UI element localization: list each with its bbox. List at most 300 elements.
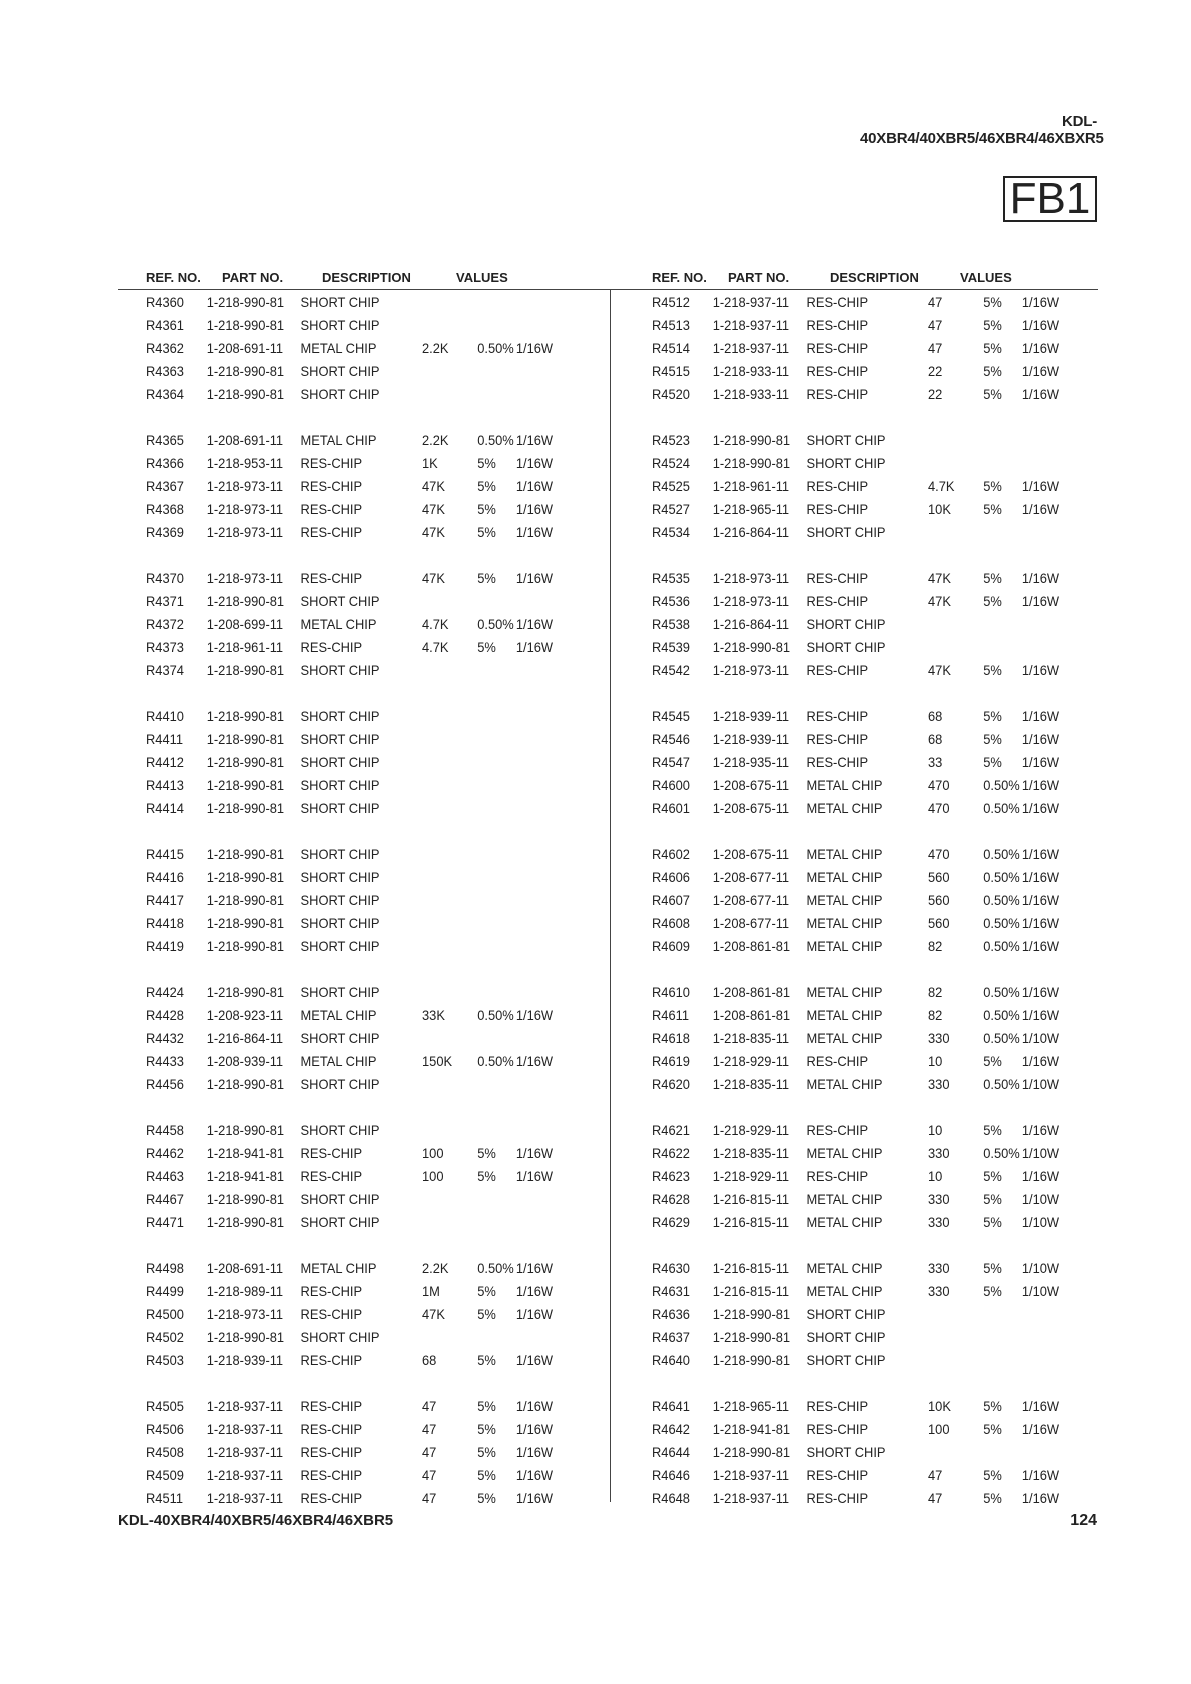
part-no-cell: 1-218-937-11 xyxy=(712,340,790,356)
ref-no-cell: R4642 xyxy=(652,1421,690,1437)
parts-row xyxy=(652,1166,1094,1189)
rating-cell: 1/16W xyxy=(1021,869,1060,885)
value-cell: 47 xyxy=(422,1444,437,1460)
description-cell: RES-CHIP xyxy=(300,639,363,655)
part-no-cell: 1-218-990-81 xyxy=(206,662,285,678)
rating-cell: 1/16W xyxy=(515,1444,554,1460)
description-cell: SHORT CHIP xyxy=(300,317,380,333)
rating-cell: 1/16W xyxy=(1021,708,1060,724)
description-cell: RES-CHIP xyxy=(300,1398,363,1414)
parts-row xyxy=(146,1488,588,1511)
parts-row xyxy=(146,1304,588,1327)
ref-no-cell: R4424 xyxy=(146,984,184,1000)
ref-no-cell: R4369 xyxy=(146,524,184,540)
tolerance-cell: 0.50% xyxy=(983,938,1020,954)
tolerance-cell: 5% xyxy=(983,593,1002,609)
ref-no-cell: R4368 xyxy=(146,501,184,517)
tolerance-cell: 0.50% xyxy=(477,1007,514,1023)
ref-no-cell: R4520 xyxy=(652,386,690,402)
description-cell: RES-CHIP xyxy=(300,524,363,540)
parts-row xyxy=(652,499,1094,522)
rating-cell: 1/16W xyxy=(515,1260,554,1276)
tolerance-cell: 5% xyxy=(983,731,1002,747)
part-no-cell: 1-218-990-81 xyxy=(712,1444,791,1460)
parts-row xyxy=(146,660,588,683)
value-cell: 330 xyxy=(928,1214,950,1230)
ref-no-cell: R4600 xyxy=(652,777,690,793)
parts-row xyxy=(652,1350,1094,1373)
part-no-cell: 1-208-677-11 xyxy=(712,892,790,908)
ref-no-cell: R4628 xyxy=(652,1191,690,1207)
value-cell: 4.7K xyxy=(422,616,449,632)
ref-no-cell: R4546 xyxy=(652,731,690,747)
ref-no-cell: R4610 xyxy=(652,984,690,1000)
tolerance-cell: 5% xyxy=(983,340,1002,356)
description-cell: METAL CHIP xyxy=(806,938,883,954)
part-no-cell: 1-218-929-11 xyxy=(712,1122,790,1138)
ref-no-cell: R4373 xyxy=(146,639,184,655)
parts-row xyxy=(146,982,588,1005)
tolerance-cell: 5% xyxy=(983,754,1002,770)
parts-row xyxy=(146,591,588,614)
ref-no-cell: R4606 xyxy=(652,869,690,885)
part-no-cell: 1-218-939-11 xyxy=(206,1352,284,1368)
description-cell: SHORT CHIP xyxy=(300,1191,380,1207)
part-no-cell: 1-218-939-11 xyxy=(712,731,790,747)
part-no-cell: 1-218-933-11 xyxy=(712,386,790,402)
group-spacer xyxy=(146,683,626,706)
part-no-cell: 1-208-861-81 xyxy=(712,984,791,1000)
tolerance-cell: 0.50% xyxy=(477,340,514,356)
parts-row xyxy=(146,867,588,890)
parts-row xyxy=(146,522,588,545)
parts-row xyxy=(146,476,588,499)
ref-no-cell: R4622 xyxy=(652,1145,690,1161)
parts-row xyxy=(146,913,588,936)
tolerance-cell: 5% xyxy=(477,1352,496,1368)
group-spacer xyxy=(652,683,1132,706)
rating-cell: 1/16W xyxy=(515,1283,554,1299)
rating-cell: 1/16W xyxy=(1021,478,1060,494)
part-no-cell: 1-218-990-81 xyxy=(206,1122,285,1138)
ref-no-cell: R4410 xyxy=(146,708,184,724)
part-no-cell: 1-218-937-11 xyxy=(712,1467,790,1483)
parts-row xyxy=(652,591,1094,614)
ref-no-cell: R4462 xyxy=(146,1145,184,1161)
rating-cell: 1/16W xyxy=(515,1145,554,1161)
part-no-cell: 1-216-864-11 xyxy=(712,524,790,540)
description-cell: RES-CHIP xyxy=(806,708,869,724)
rating-cell: 1/16W xyxy=(1021,662,1060,678)
tolerance-cell: 5% xyxy=(983,478,1002,494)
description-cell: RES-CHIP xyxy=(300,1421,363,1437)
ref-no-cell: R4458 xyxy=(146,1122,184,1138)
parts-row xyxy=(146,292,588,315)
part-no-cell: 1-218-990-81 xyxy=(206,731,285,747)
part-no-cell: 1-218-973-11 xyxy=(206,478,284,494)
part-no-cell: 1-218-929-11 xyxy=(712,1053,790,1069)
value-cell: 4.7K xyxy=(928,478,955,494)
ref-no-cell: R4536 xyxy=(652,593,690,609)
description-cell: RES-CHIP xyxy=(806,1490,869,1506)
rating-cell: 1/16W xyxy=(515,524,554,540)
tolerance-cell: 0.50% xyxy=(983,1076,1020,1092)
left-col-desc-heading: DESCRIPTION xyxy=(322,270,411,285)
description-cell: METAL CHIP xyxy=(806,777,883,793)
ref-no-cell: R4498 xyxy=(146,1260,184,1276)
parts-row xyxy=(652,729,1094,752)
description-cell: SHORT CHIP xyxy=(300,708,380,724)
parts-row xyxy=(652,476,1094,499)
part-no-cell: 1-218-941-81 xyxy=(206,1168,285,1184)
right-parts-column xyxy=(652,292,1132,1511)
description-cell: RES-CHIP xyxy=(806,340,869,356)
part-no-cell: 1-218-937-11 xyxy=(206,1398,284,1414)
group-spacer xyxy=(146,821,626,844)
value-cell: 47 xyxy=(928,317,943,333)
rating-cell: 1/16W xyxy=(515,639,554,655)
parts-row xyxy=(652,1304,1094,1327)
parts-row xyxy=(652,453,1094,476)
tolerance-cell: 5% xyxy=(983,1398,1002,1414)
value-cell: 330 xyxy=(928,1030,950,1046)
parts-row xyxy=(652,1143,1094,1166)
description-cell: SHORT CHIP xyxy=(300,1329,380,1345)
part-no-cell: 1-218-937-11 xyxy=(712,317,790,333)
group-spacer xyxy=(146,959,626,982)
ref-no-cell: R4456 xyxy=(146,1076,184,1092)
tolerance-cell: 5% xyxy=(983,1168,1002,1184)
tolerance-cell: 5% xyxy=(983,1260,1002,1276)
parts-row xyxy=(652,1005,1094,1028)
parts-row xyxy=(146,1120,588,1143)
tolerance-cell: 5% xyxy=(983,1122,1002,1138)
value-cell: 4.7K xyxy=(422,639,449,655)
value-cell: 82 xyxy=(928,938,943,954)
value-cell: 47 xyxy=(928,1467,943,1483)
ref-no-cell: R4608 xyxy=(652,915,690,931)
group-spacer xyxy=(146,1373,626,1396)
part-no-cell: 1-218-990-81 xyxy=(206,294,285,310)
part-no-cell: 1-208-699-11 xyxy=(206,616,284,632)
tolerance-cell: 5% xyxy=(983,1283,1002,1299)
value-cell: 10 xyxy=(928,1053,943,1069)
tolerance-cell: 5% xyxy=(983,1053,1002,1069)
parts-row xyxy=(146,729,588,752)
tolerance-cell: 5% xyxy=(477,1467,496,1483)
table-header-rule xyxy=(118,289,1098,290)
group-spacer xyxy=(146,407,626,430)
part-no-cell: 1-218-990-81 xyxy=(206,754,285,770)
description-cell: SHORT CHIP xyxy=(300,1122,380,1138)
parts-row xyxy=(652,1465,1094,1488)
part-no-cell: 1-208-675-11 xyxy=(712,777,790,793)
description-cell: METAL CHIP xyxy=(300,1007,377,1023)
parts-row xyxy=(652,614,1094,637)
ref-no-cell: R4640 xyxy=(652,1352,690,1368)
parts-row xyxy=(146,384,588,407)
description-cell: SHORT CHIP xyxy=(806,455,886,471)
group-spacer xyxy=(652,1097,1132,1120)
part-no-cell: 1-218-990-81 xyxy=(206,892,285,908)
part-no-cell: 1-218-937-11 xyxy=(712,294,790,310)
value-cell: 47 xyxy=(422,1421,437,1437)
rating-cell: 1/16W xyxy=(515,501,554,517)
parts-row xyxy=(146,1005,588,1028)
description-cell: RES-CHIP xyxy=(806,317,869,333)
value-cell: 47 xyxy=(422,1398,437,1414)
value-cell: 47K xyxy=(928,593,951,609)
parts-row xyxy=(146,1327,588,1350)
part-no-cell: 1-218-835-11 xyxy=(712,1030,790,1046)
description-cell: RES-CHIP xyxy=(806,570,869,586)
description-cell: SHORT CHIP xyxy=(806,1329,886,1345)
left-col-values-heading: VALUES xyxy=(456,270,508,285)
part-no-cell: 1-218-990-81 xyxy=(206,1329,285,1345)
tolerance-cell: 5% xyxy=(983,386,1002,402)
board-code-box xyxy=(1003,176,1097,222)
ref-no-cell: R4609 xyxy=(652,938,690,954)
part-no-cell: 1-218-961-11 xyxy=(206,639,284,655)
description-cell: RES-CHIP xyxy=(300,1352,363,1368)
right-col-values-heading: VALUES xyxy=(960,270,1012,285)
value-cell: 470 xyxy=(928,846,950,862)
rating-cell: 1/16W xyxy=(1021,570,1060,586)
tolerance-cell: 5% xyxy=(983,1467,1002,1483)
ref-no-cell: R4371 xyxy=(146,593,184,609)
description-cell: METAL CHIP xyxy=(806,984,883,1000)
value-cell: 100 xyxy=(422,1145,444,1161)
parts-row xyxy=(146,430,588,453)
ref-no-cell: R4499 xyxy=(146,1283,184,1299)
ref-no-cell: R4500 xyxy=(146,1306,184,1322)
ref-no-cell: R4601 xyxy=(652,800,690,816)
ref-no-cell: R4374 xyxy=(146,662,184,678)
part-no-cell: 1-208-861-81 xyxy=(712,938,791,954)
rating-cell: 1/16W xyxy=(1021,317,1060,333)
part-no-cell: 1-218-990-81 xyxy=(206,317,285,333)
parts-row xyxy=(652,338,1094,361)
part-no-cell: 1-218-990-81 xyxy=(206,869,285,885)
ref-no-cell: R4525 xyxy=(652,478,690,494)
ref-no-cell: R4417 xyxy=(146,892,184,908)
tolerance-cell: 5% xyxy=(477,1168,496,1184)
description-cell: RES-CHIP xyxy=(806,294,869,310)
value-cell: 330 xyxy=(928,1076,950,1092)
part-no-cell: 1-218-990-81 xyxy=(712,455,791,471)
group-spacer xyxy=(146,545,626,568)
tolerance-cell: 0.50% xyxy=(983,777,1020,793)
parts-row xyxy=(652,867,1094,890)
description-cell: RES-CHIP xyxy=(806,1398,869,1414)
value-cell: 330 xyxy=(928,1283,950,1299)
part-no-cell: 1-218-929-11 xyxy=(712,1168,790,1184)
rating-cell: 1/10W xyxy=(1021,1076,1060,1092)
description-cell: RES-CHIP xyxy=(806,731,869,747)
description-cell: RES-CHIP xyxy=(300,1490,363,1506)
description-cell: SHORT CHIP xyxy=(300,777,380,793)
group-spacer xyxy=(652,959,1132,982)
description-cell: RES-CHIP xyxy=(806,1122,869,1138)
ref-no-cell: R4412 xyxy=(146,754,184,770)
value-cell: 470 xyxy=(928,777,950,793)
ref-no-cell: R4514 xyxy=(652,340,690,356)
description-cell: METAL CHIP xyxy=(806,1283,883,1299)
rating-cell: 1/16W xyxy=(1021,731,1060,747)
tolerance-cell: 5% xyxy=(983,662,1002,678)
description-cell: RES-CHIP xyxy=(806,1421,869,1437)
value-cell: 330 xyxy=(928,1145,950,1161)
description-cell: SHORT CHIP xyxy=(300,869,380,885)
part-no-cell: 1-208-691-11 xyxy=(206,340,284,356)
ref-no-cell: R4361 xyxy=(146,317,184,333)
description-cell: METAL CHIP xyxy=(806,869,883,885)
rating-cell: 1/10W xyxy=(1021,1260,1060,1276)
part-no-cell: 1-218-973-11 xyxy=(206,570,284,586)
parts-row xyxy=(146,1166,588,1189)
tolerance-cell: 0.50% xyxy=(477,1053,514,1069)
parts-row xyxy=(146,775,588,798)
ref-no-cell: R4641 xyxy=(652,1398,690,1414)
parts-row xyxy=(146,1028,588,1051)
right-col-desc-heading: DESCRIPTION xyxy=(830,270,919,285)
value-cell: 33K xyxy=(422,1007,445,1023)
description-cell: METAL CHIP xyxy=(806,1260,883,1276)
parts-row xyxy=(652,982,1094,1005)
tolerance-cell: 5% xyxy=(477,1398,496,1414)
parts-row xyxy=(146,1442,588,1465)
parts-row xyxy=(652,1258,1094,1281)
ref-no-cell: R4362 xyxy=(146,340,184,356)
tolerance-cell: 5% xyxy=(983,708,1002,724)
board-code: FB1 xyxy=(1009,174,1091,223)
value-cell: 47K xyxy=(928,662,951,678)
parts-row xyxy=(652,660,1094,683)
description-cell: RES-CHIP xyxy=(300,570,363,586)
rating-cell: 1/16W xyxy=(515,1306,554,1322)
rating-cell: 1/16W xyxy=(1021,1122,1060,1138)
group-spacer xyxy=(652,407,1132,430)
rating-cell: 1/16W xyxy=(515,432,554,448)
part-no-cell: 1-216-815-11 xyxy=(712,1191,790,1207)
group-spacer xyxy=(146,1097,626,1120)
parts-row xyxy=(146,1074,588,1097)
group-spacer xyxy=(652,1373,1132,1396)
ref-no-cell: R4366 xyxy=(146,455,184,471)
parts-row xyxy=(146,844,588,867)
rating-cell: 1/16W xyxy=(1021,1168,1060,1184)
ref-no-cell: R4620 xyxy=(652,1076,690,1092)
ref-no-cell: R4646 xyxy=(652,1467,690,1483)
ref-no-cell: R4360 xyxy=(146,294,184,310)
value-cell: 47K xyxy=(422,478,445,494)
parts-row xyxy=(146,1419,588,1442)
tolerance-cell: 0.50% xyxy=(477,432,514,448)
rating-cell: 1/10W xyxy=(1021,1191,1060,1207)
ref-no-cell: R4367 xyxy=(146,478,184,494)
tolerance-cell: 5% xyxy=(983,1214,1002,1230)
tolerance-cell: 5% xyxy=(477,455,496,471)
tolerance-cell: 5% xyxy=(477,1145,496,1161)
ref-no-cell: R4413 xyxy=(146,777,184,793)
tolerance-cell: 5% xyxy=(477,1283,496,1299)
tolerance-cell: 5% xyxy=(477,1306,496,1322)
description-cell: METAL CHIP xyxy=(806,846,883,862)
tolerance-cell: 5% xyxy=(477,501,496,517)
part-no-cell: 1-218-973-11 xyxy=(712,570,790,586)
page-number: 124 xyxy=(1070,1512,1097,1529)
left-col-part-heading: PART NO. xyxy=(222,270,284,285)
parts-row xyxy=(146,1396,588,1419)
ref-no-cell: R4542 xyxy=(652,662,690,678)
rating-cell: 1/10W xyxy=(1021,1214,1060,1230)
parts-row xyxy=(146,315,588,338)
tolerance-cell: 0.50% xyxy=(477,616,514,632)
ref-no-cell: R4629 xyxy=(652,1214,690,1230)
left-parts-column xyxy=(146,292,626,1511)
value-cell: 2.2K xyxy=(422,340,449,356)
ref-no-cell: R4623 xyxy=(652,1168,690,1184)
tolerance-cell: 0.50% xyxy=(983,869,1020,885)
group-spacer xyxy=(652,821,1132,844)
ref-no-cell: R4513 xyxy=(652,317,690,333)
parts-row xyxy=(652,522,1094,545)
description-cell: SHORT CHIP xyxy=(806,1352,886,1368)
ref-no-cell: R4637 xyxy=(652,1329,690,1345)
tolerance-cell: 5% xyxy=(983,1421,1002,1437)
parts-row xyxy=(652,430,1094,453)
tolerance-cell: 5% xyxy=(477,478,496,494)
description-cell: RES-CHIP xyxy=(300,1444,363,1460)
rating-cell: 1/16W xyxy=(1021,984,1060,1000)
rating-cell: 1/16W xyxy=(515,616,554,632)
ref-no-cell: R4524 xyxy=(652,455,690,471)
description-cell: SHORT CHIP xyxy=(300,800,380,816)
parts-row xyxy=(146,1258,588,1281)
group-spacer xyxy=(652,1235,1132,1258)
description-cell: METAL CHIP xyxy=(806,1214,883,1230)
description-cell: RES-CHIP xyxy=(300,1283,363,1299)
tolerance-cell: 5% xyxy=(983,501,1002,517)
rating-cell: 1/16W xyxy=(515,1398,554,1414)
description-cell: SHORT CHIP xyxy=(806,616,886,632)
part-no-cell: 1-218-937-11 xyxy=(206,1421,284,1437)
ref-no-cell: R4363 xyxy=(146,363,184,379)
part-no-cell: 1-208-939-11 xyxy=(206,1053,284,1069)
ref-no-cell: R4515 xyxy=(652,363,690,379)
ref-no-cell: R4502 xyxy=(146,1329,184,1345)
parts-row xyxy=(146,614,588,637)
ref-no-cell: R4539 xyxy=(652,639,690,655)
part-no-cell: 1-216-864-11 xyxy=(206,1030,284,1046)
part-no-cell: 1-218-990-81 xyxy=(206,1076,285,1092)
ref-no-cell: R4418 xyxy=(146,915,184,931)
parts-row xyxy=(652,361,1094,384)
tolerance-cell: 5% xyxy=(477,639,496,655)
ref-no-cell: R4364 xyxy=(146,386,184,402)
parts-row xyxy=(652,844,1094,867)
ref-no-cell: R4419 xyxy=(146,938,184,954)
ref-no-cell: R4630 xyxy=(652,1260,690,1276)
parts-row xyxy=(652,1028,1094,1051)
part-no-cell: 1-218-961-11 xyxy=(712,478,790,494)
value-cell: 10 xyxy=(928,1122,943,1138)
ref-no-cell: R4503 xyxy=(146,1352,184,1368)
parts-row xyxy=(652,798,1094,821)
tolerance-cell: 0.50% xyxy=(477,1260,514,1276)
description-cell: SHORT CHIP xyxy=(300,915,380,931)
tolerance-cell: 0.50% xyxy=(983,1007,1020,1023)
